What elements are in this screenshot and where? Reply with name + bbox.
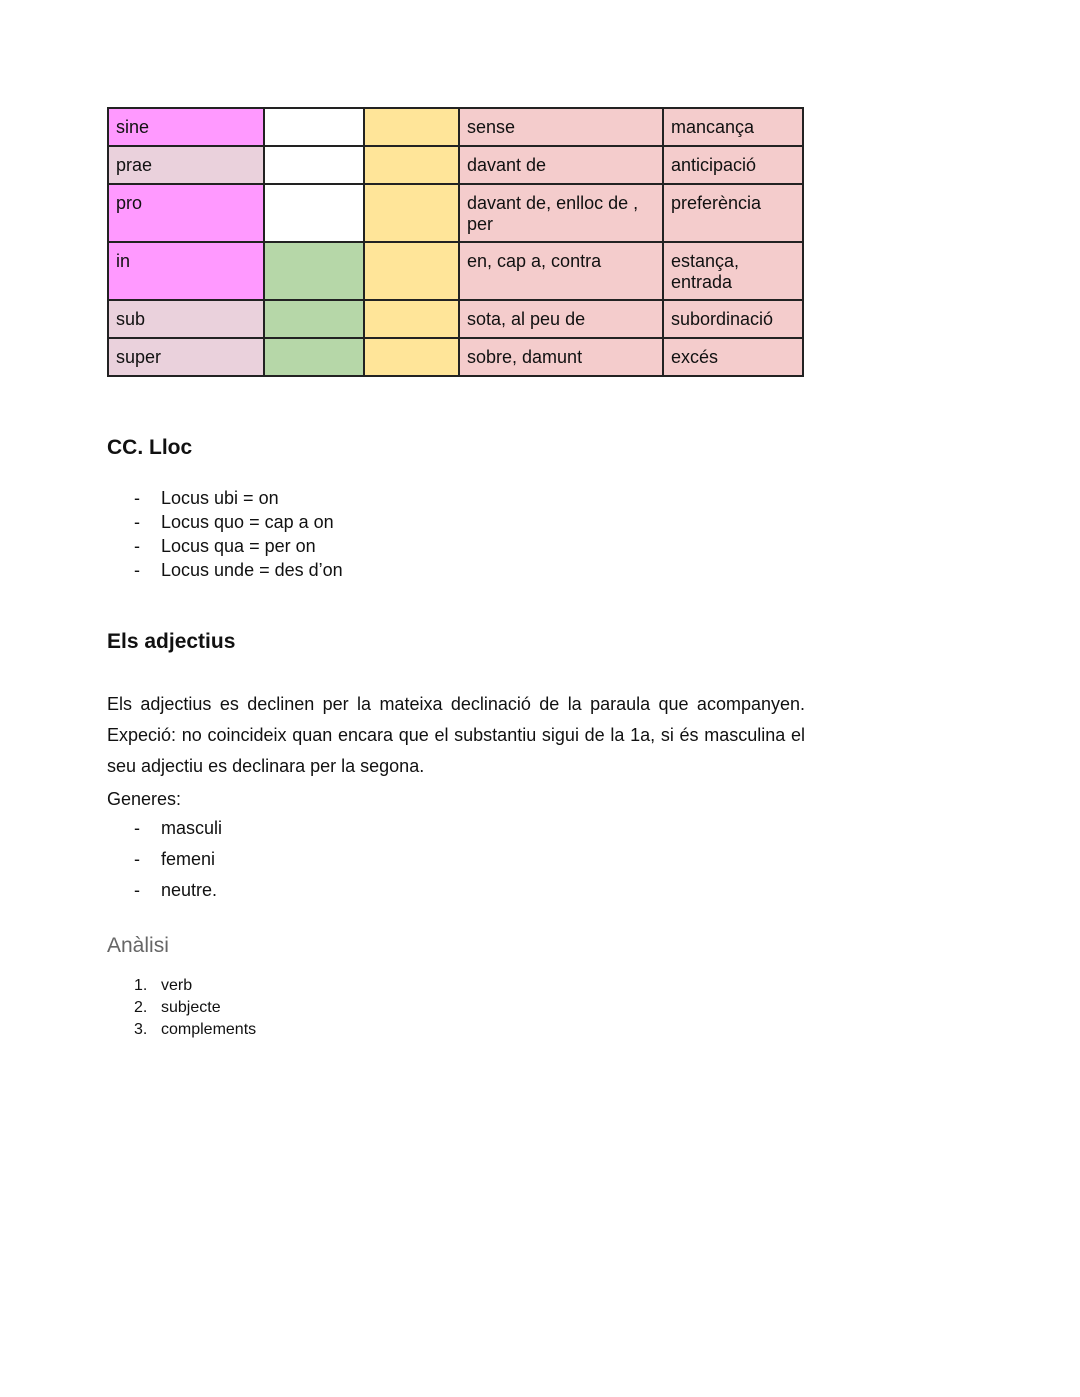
table-row bbox=[108, 146, 803, 184]
list-item-text: masculi bbox=[161, 818, 223, 838]
list-item-text: Locus quo = cap a on bbox=[161, 512, 334, 532]
meaning-cell: sota, al peu de bbox=[459, 300, 663, 338]
analisi-heading: Anàlisi bbox=[107, 934, 169, 957]
list-item-text: Locus unde = des d’on bbox=[161, 560, 343, 580]
empty-cell bbox=[364, 146, 459, 184]
table-row bbox=[108, 338, 803, 376]
meaning-cell: davant de bbox=[459, 146, 663, 184]
dash-marker: - bbox=[134, 512, 140, 532]
list-item bbox=[107, 975, 256, 997]
list-item-text: Locus ubi = on bbox=[161, 488, 279, 508]
list-item bbox=[107, 534, 343, 558]
concept-cell: excés bbox=[663, 338, 803, 376]
number-marker: 3. bbox=[134, 1021, 148, 1038]
table-row bbox=[108, 184, 803, 242]
list-item-text: Locus qua = per on bbox=[161, 536, 316, 556]
list-item-text: neutre. bbox=[161, 880, 218, 900]
empty-cell bbox=[264, 300, 364, 338]
empty-cell bbox=[264, 242, 364, 300]
table-row bbox=[108, 300, 803, 338]
dash-marker: - bbox=[134, 818, 140, 838]
list-item bbox=[107, 844, 222, 875]
meaning-cell: davant de, enlloc de , per bbox=[459, 184, 663, 242]
empty-cell bbox=[364, 242, 459, 300]
number-marker: 1. bbox=[134, 977, 148, 994]
list-item bbox=[107, 1019, 256, 1041]
dash-marker: - bbox=[134, 560, 140, 580]
concept-cell: subordinació bbox=[663, 300, 803, 338]
list-item bbox=[107, 813, 222, 844]
empty-cell bbox=[364, 338, 459, 376]
meaning-cell: sense bbox=[459, 108, 663, 146]
table-row bbox=[108, 108, 803, 146]
empty-cell bbox=[264, 338, 364, 376]
concept-cell: anticipació bbox=[663, 146, 803, 184]
latin-cell: in bbox=[108, 242, 264, 300]
number-marker: 2. bbox=[134, 999, 148, 1016]
lloc-list bbox=[107, 486, 343, 582]
dash-marker: - bbox=[134, 536, 140, 556]
latin-cell: pro bbox=[108, 184, 264, 242]
concept-cell: estança, entrada bbox=[663, 242, 803, 300]
empty-cell bbox=[364, 300, 459, 338]
list-item-text: subjecte bbox=[161, 999, 221, 1016]
meaning-cell: en, cap a, contra bbox=[459, 242, 663, 300]
latin-cell: super bbox=[108, 338, 264, 376]
list-item bbox=[107, 997, 256, 1019]
list-item-text: complements bbox=[161, 1021, 257, 1038]
latin-cell: prae bbox=[108, 146, 264, 184]
empty-cell bbox=[264, 184, 364, 242]
empty-cell bbox=[364, 108, 459, 146]
lloc-heading: CC. Lloc bbox=[107, 436, 193, 459]
meaning-cell: sobre, damunt bbox=[459, 338, 663, 376]
table-row bbox=[108, 242, 803, 300]
generes-label: Generes: bbox=[107, 789, 182, 809]
list-item bbox=[107, 510, 343, 534]
prepositions-table bbox=[107, 107, 804, 377]
dash-marker: - bbox=[134, 488, 140, 508]
latin-cell: sub bbox=[108, 300, 264, 338]
latin-cell: sine bbox=[108, 108, 264, 146]
generes-list bbox=[107, 813, 222, 906]
list-item bbox=[107, 486, 343, 510]
list-item bbox=[107, 875, 222, 906]
adjectius-paragraph: Els adjectius es declinen per la mateixa declinació de la paraula que acompanyen. Expeció: no coincideix quan encara que el substantiu sigui de la 1a, si és masculina el seu adjectiu es declinara per la segona. bbox=[107, 694, 805, 776]
analisi-list bbox=[107, 975, 256, 1041]
empty-cell bbox=[364, 184, 459, 242]
dash-marker: - bbox=[134, 849, 140, 869]
dash-marker: - bbox=[134, 880, 140, 900]
empty-cell bbox=[264, 146, 364, 184]
concept-cell: mancança bbox=[663, 108, 803, 146]
list-item bbox=[107, 558, 343, 582]
list-item-text: femeni bbox=[161, 849, 216, 869]
concept-cell: preferència bbox=[663, 184, 803, 242]
adjectius-heading: Els adjectius bbox=[107, 630, 236, 653]
list-item-text: verb bbox=[161, 977, 193, 994]
empty-cell bbox=[264, 108, 364, 146]
